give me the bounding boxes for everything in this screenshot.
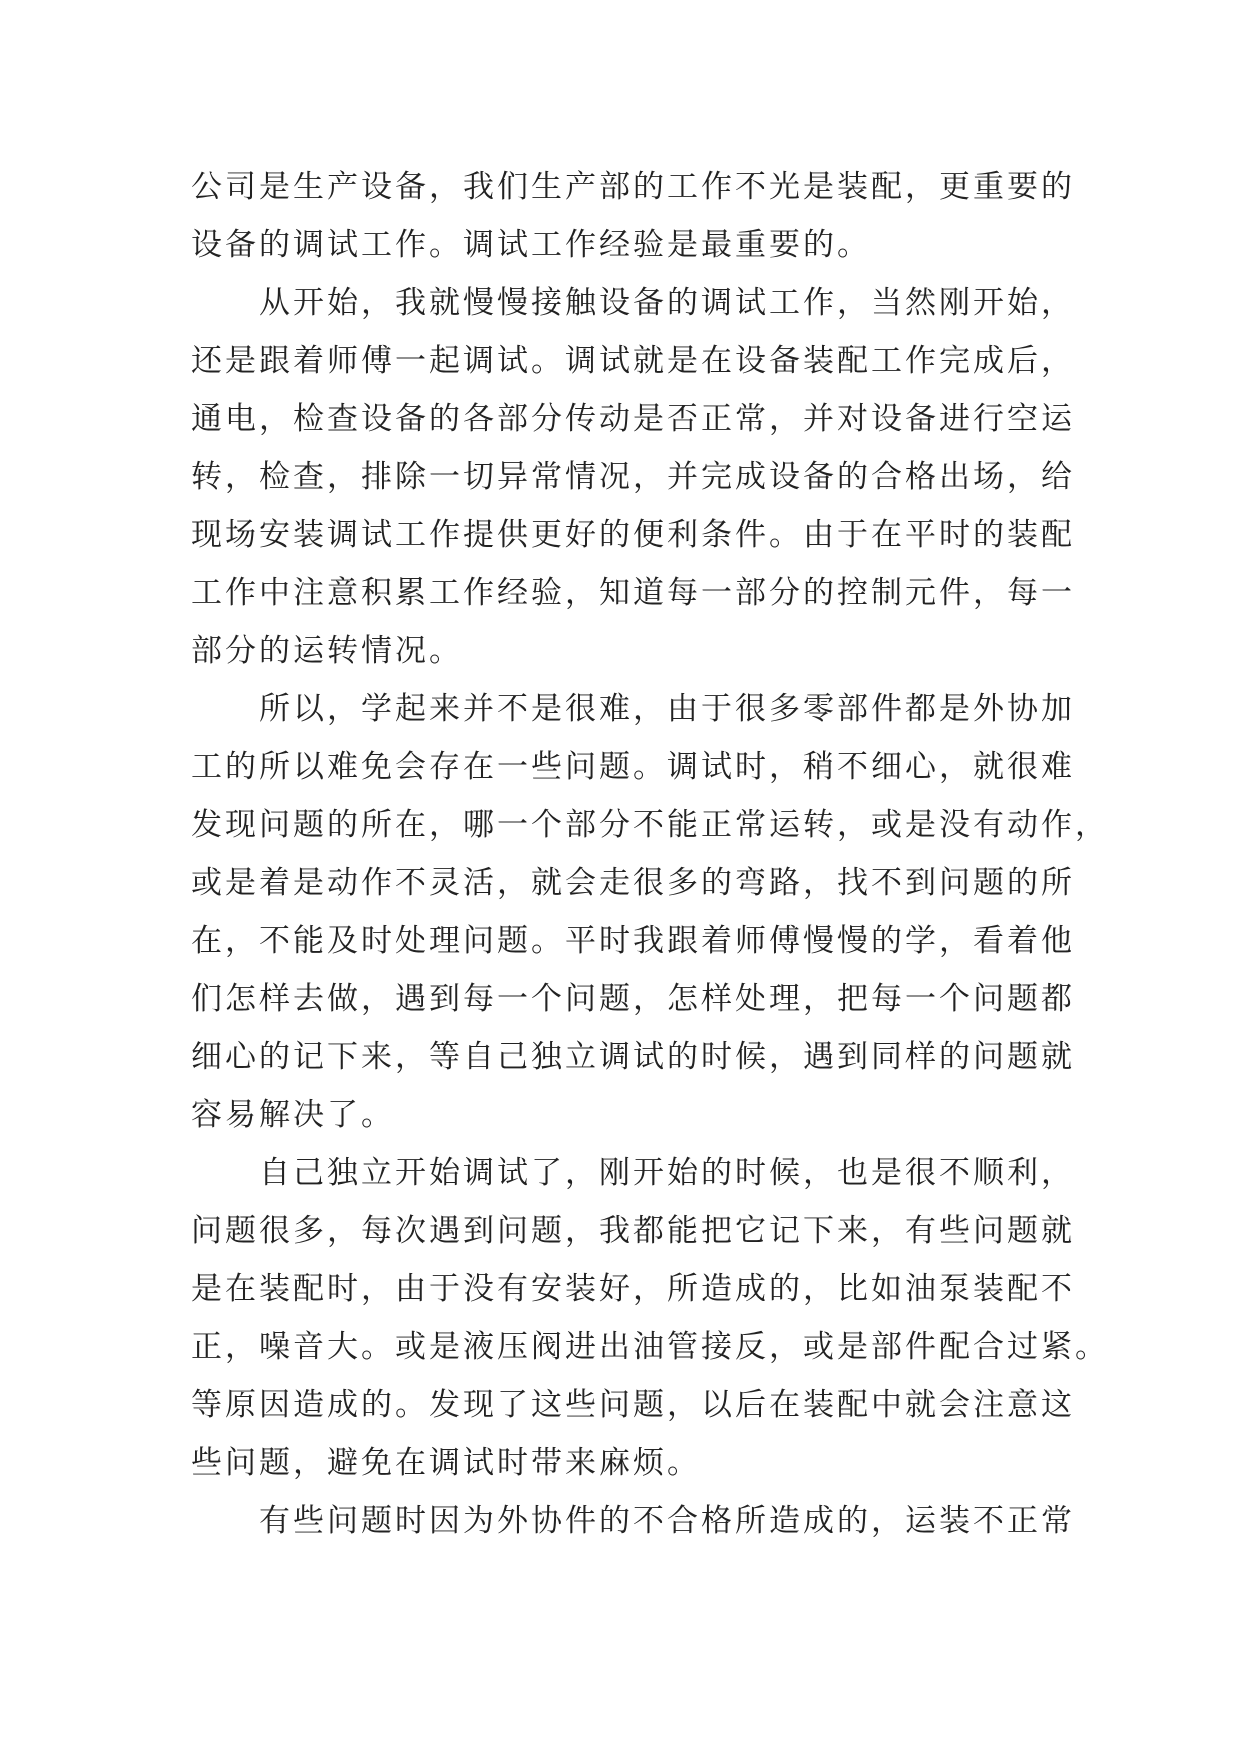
text-line: 有些问题时因为外协件的不合格所造成的，运装不正常 [259,1503,1075,1539]
text-line: 正，噪音大。或是液压阀进出油管接反，或是部件配合过紧。 [191,1329,1109,1365]
text-line: 现场安装调试工作提供更好的便利条件。由于在平时的装配 [191,517,1075,553]
paragraph [191,1144,1109,1492]
text-line: 部分的运转情况。 [191,633,463,669]
text-line: 在，不能及时处理问题。平时我跟着师傅慢慢的学，看着他 [191,923,1075,959]
text-line: 从开始，我就慢慢接触设备的调试工作，当然刚开始， [259,285,1075,321]
text-line: 细心的记下来，等自己独立调试的时候，遇到同样的问题就 [191,1039,1075,1075]
paragraph [191,274,1075,680]
text-line: 容易解决了。 [191,1097,395,1133]
text-line: 是在装配时，由于没有安装好，所造成的，比如油泵装配不 [191,1271,1075,1307]
text-line: 或是着是动作不灵活，就会走很多的弯路，找不到问题的所 [191,865,1075,901]
text-line: 设备的调试工作。调试工作经验是最重要的。 [191,227,871,263]
text-line: 工的所以难免会存在一些问题。调试时，稍不细心，就很难 [191,749,1075,785]
text-line: 们怎样去做，遇到每一个问题，怎样处理，把每一个问题都 [191,981,1075,1017]
text-line: 些问题，避免在调试时带来麻烦。 [191,1445,701,1481]
text-line: 问题很多，每次遇到问题，我都能把它记下来，有些问题就 [191,1213,1075,1249]
text-line: 发现问题的所在，哪一个部分不能正常运转，或是没有动作， [191,807,1109,843]
text-line: 通电，检查设备的各部分传动是否正常，并对设备进行空运 [191,401,1075,437]
paragraph [191,158,1075,274]
text-line: 工作中注意积累工作经验，知道每一部分的控制元件，每一 [191,575,1075,611]
document-body [191,158,1109,1550]
text-line: 等原因造成的。发现了这些问题，以后在装配中就会注意这 [191,1387,1075,1423]
text-line: 还是跟着师傅一起调试。调试就是在设备装配工作完成后， [191,343,1075,379]
text-line: 公司是生产设备，我们生产部的工作不光是装配，更重要的 [191,169,1075,205]
text-line: 所以，学起来并不是很难，由于很多零部件都是外协加 [259,691,1075,727]
paragraph [191,1492,1075,1550]
text-line: 自己独立开始调试了，刚开始的时候，也是很不顺利， [259,1155,1075,1191]
text-line: 转，检查，排除一切异常情况，并完成设备的合格出场，给 [191,459,1075,495]
paragraph [191,680,1109,1144]
